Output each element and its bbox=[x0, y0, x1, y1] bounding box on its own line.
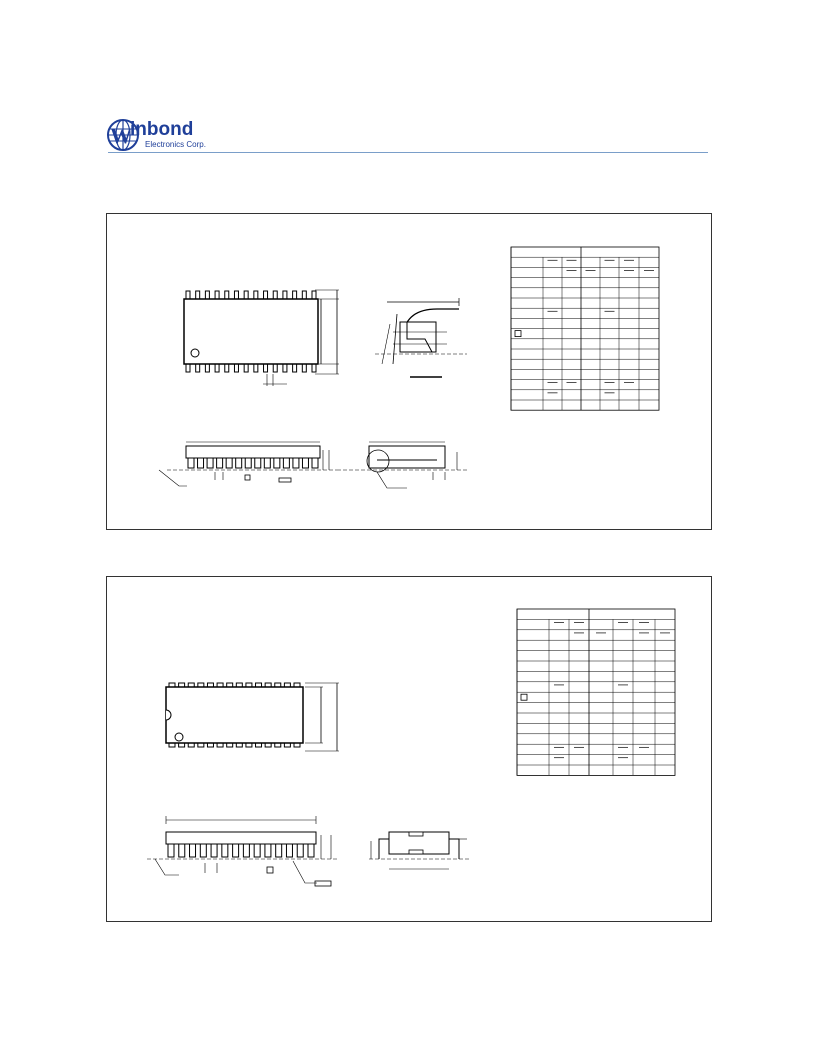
winbond-logo bbox=[106, 118, 216, 154]
header-rule bbox=[108, 152, 708, 153]
symbol-box bbox=[521, 694, 527, 700]
package-drawing-panel-2 bbox=[106, 576, 712, 922]
logo-initial: W bbox=[110, 123, 132, 148]
package-drawing-panel-1 bbox=[106, 213, 712, 530]
symbol-box bbox=[515, 331, 521, 337]
dimension-table-2 bbox=[107, 577, 711, 921]
logo-subtitle: Electronics Corp. bbox=[145, 140, 206, 149]
logo-wordmark: inbond bbox=[130, 119, 194, 140]
dimension-table-1 bbox=[107, 214, 711, 529]
